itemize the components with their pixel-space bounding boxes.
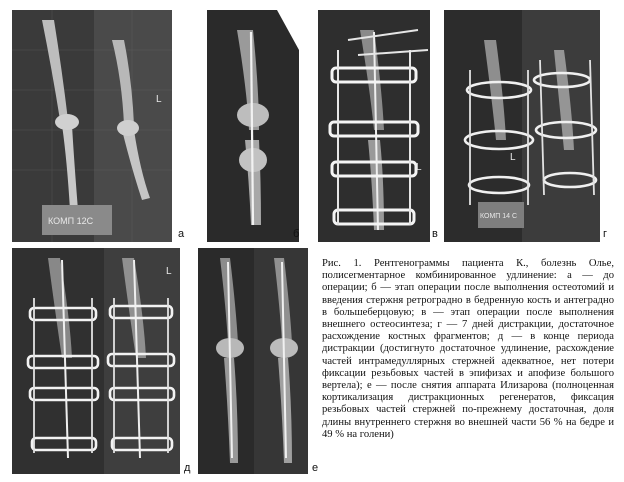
marker-l: L <box>510 152 516 163</box>
marker-l: L <box>416 162 422 173</box>
overlay-text: КОМП 12С <box>48 216 94 226</box>
xray-panel-a <box>12 10 172 242</box>
panel-label-v: в <box>432 228 438 240</box>
xray-panel-v <box>318 10 430 242</box>
marker-l: L <box>156 94 162 105</box>
marker-l: L <box>166 266 172 277</box>
xray-panel-d <box>12 248 180 474</box>
xray-panel-e <box>198 248 308 474</box>
panel-label-g: г <box>603 228 608 240</box>
xray-panel-g <box>444 10 600 242</box>
panel-label-e: е <box>312 462 319 474</box>
panel-label-a: а <box>178 228 185 240</box>
panel-label-d: д <box>184 462 191 474</box>
overlay-text: КОМП 14 С <box>480 213 518 220</box>
figure-caption: Рис. 1. Рентгенограммы пациента К., болезнь Олье, полисегментарное комбинированное удлинение: а — до операции; б — этап операции после выполнения остеотомий и введения стержня ретроградно в бедренную кость и антеградно в большеберцовую; в — этап операции после выполнения внешнего остеосинтеза; г — 7 дней дистракции, достаточное расхождение костных фрагментов; д — в конце периода дистракции (достигнуто достаточное удлинение, расхождение частей интрамедуллярных стержней адекватное, нет потери фиксации резьбовых частей в эпифизах и апофизе большого вертела); е — после снятия аппарата Илизарова (полноценная кортикализация дистракционных регенератов, фиксация резьбовых частей стержней по-прежнему достаточная, доля длины внутреннего стержня во внешней части 56 % на бедре и 49 % на голени) <box>322 258 614 440</box>
panel-label-b: б <box>293 228 300 240</box>
xray-panel-b <box>207 10 299 242</box>
